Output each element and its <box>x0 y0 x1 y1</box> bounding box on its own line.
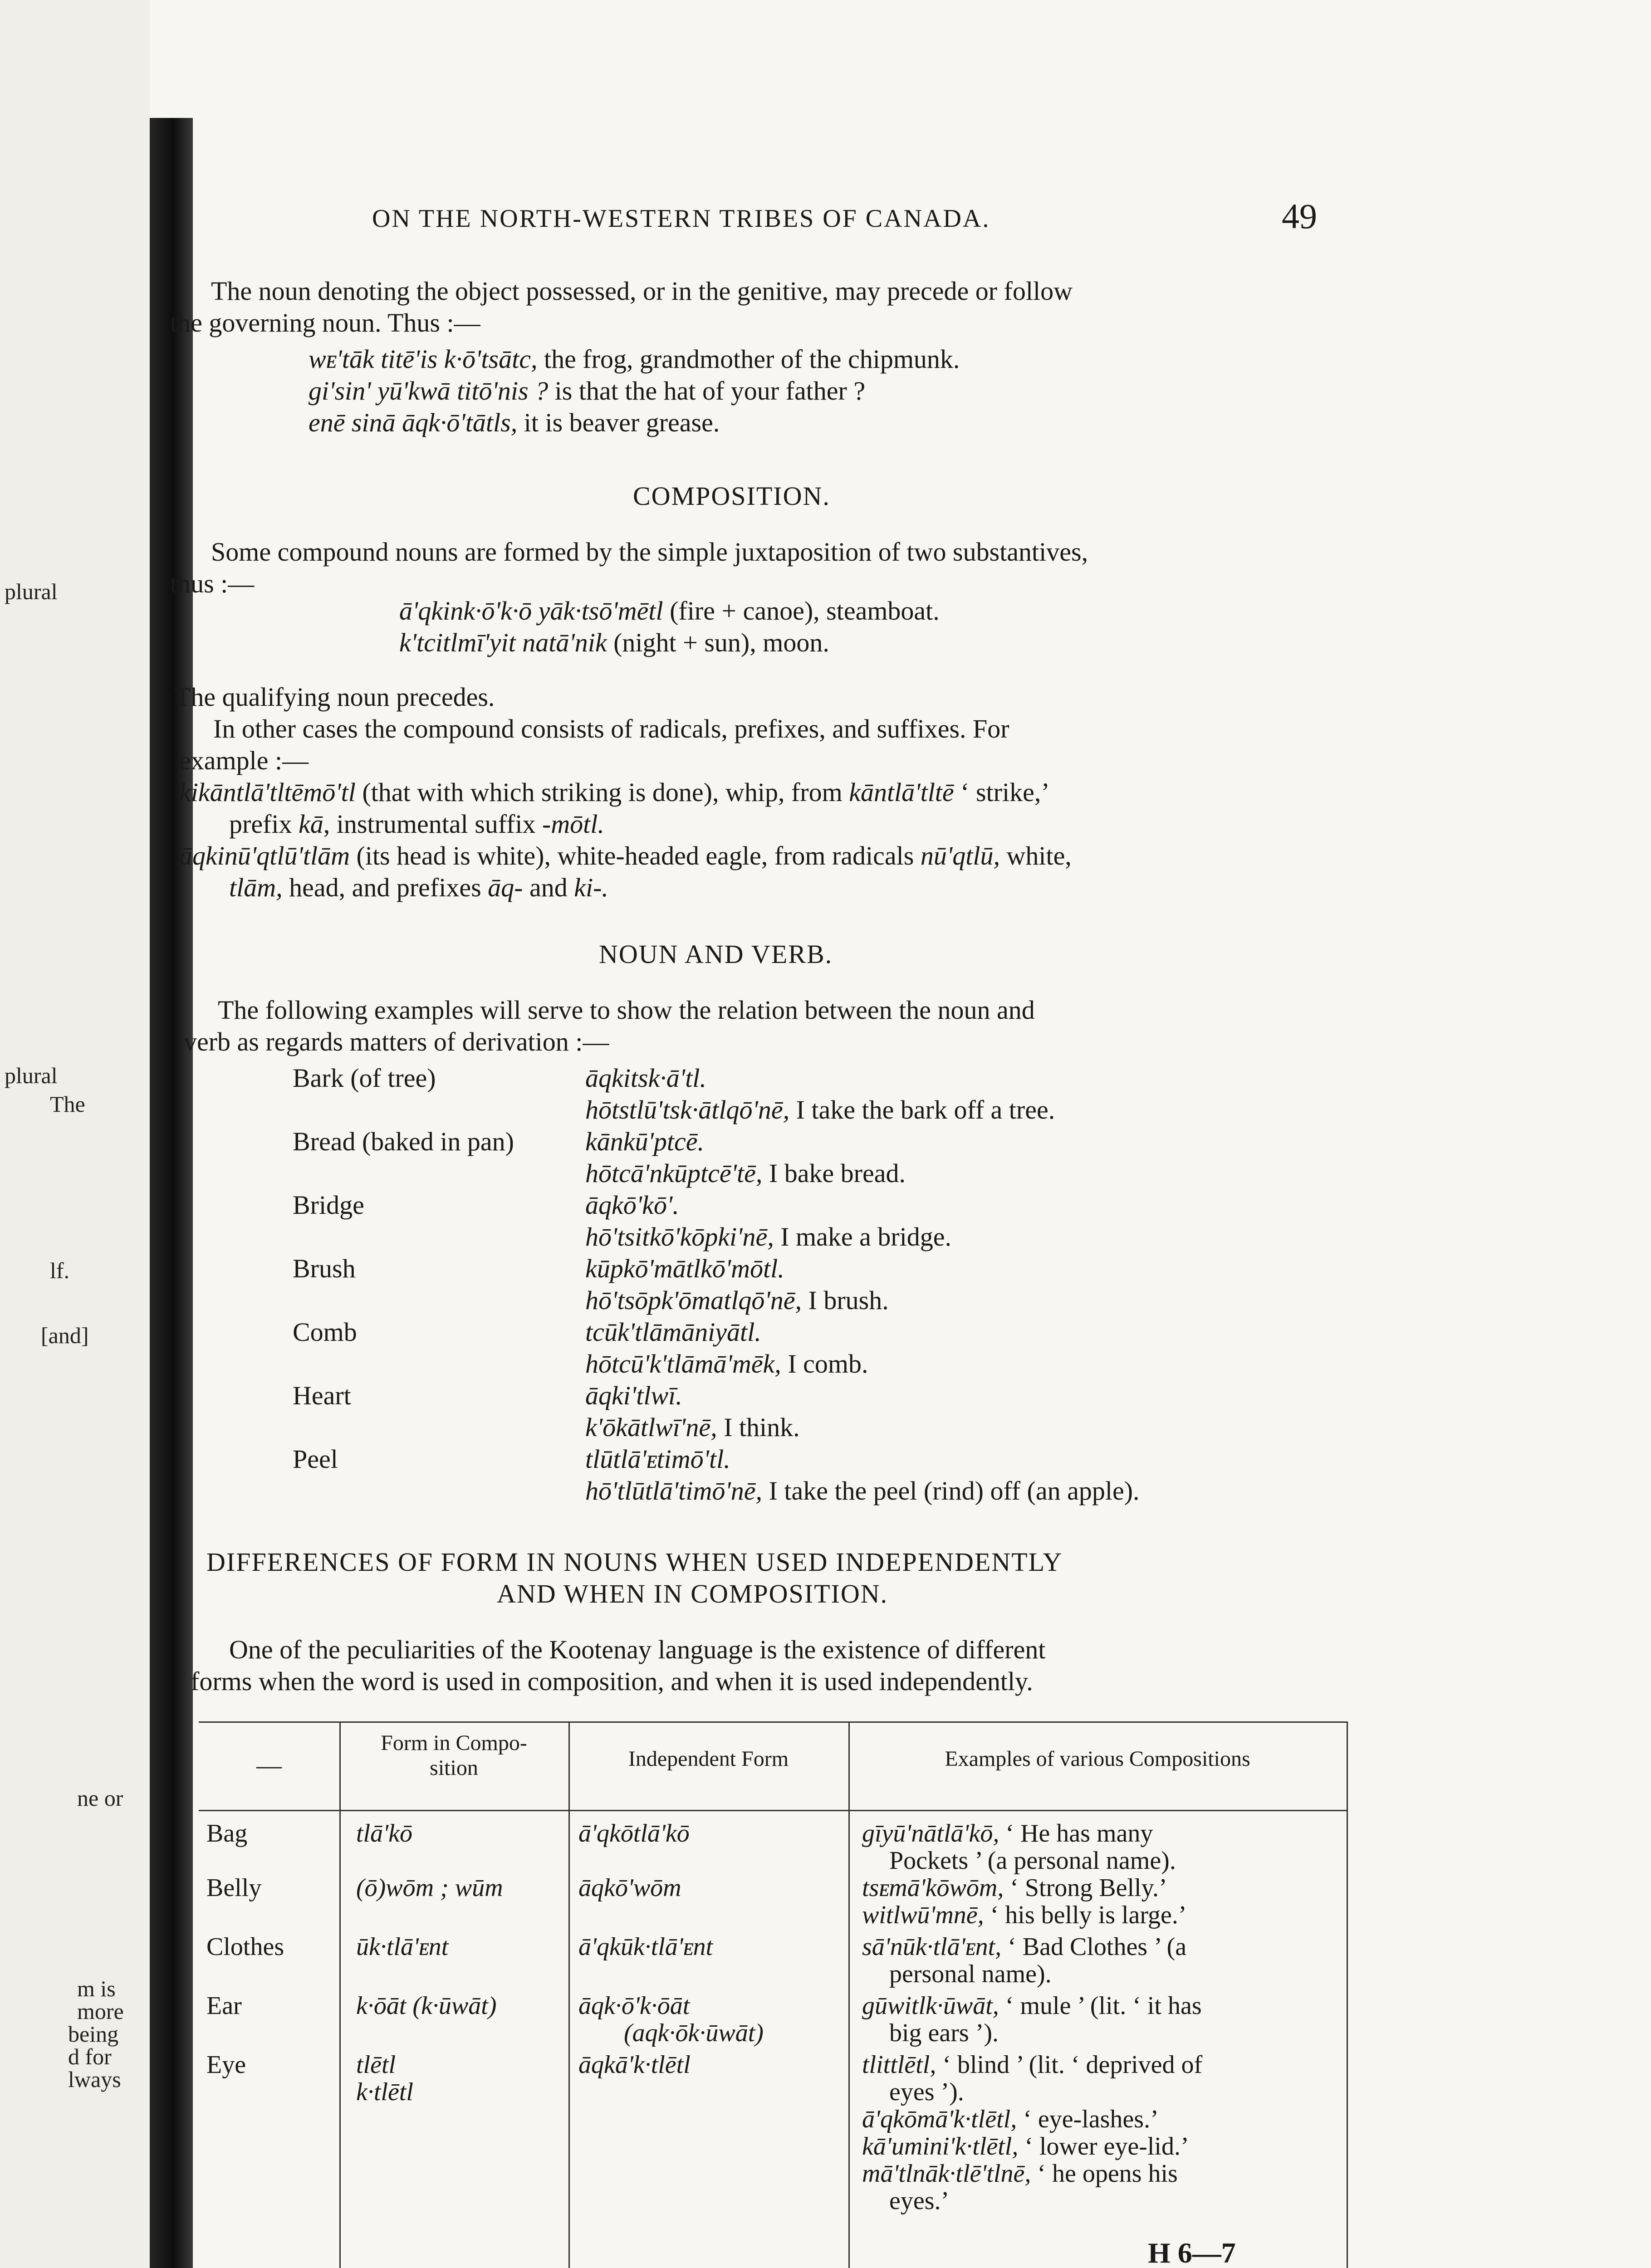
table-header-examples: Examples of various Compositions <box>945 1747 1250 1771</box>
paragraph-line: thus :— <box>170 569 255 598</box>
example-line: personal name). <box>889 1960 1052 1988</box>
native-term: enē sinā āqk·ō'tātls, <box>309 408 518 437</box>
independent-form: āqkā'k·tlētl <box>578 2051 691 2079</box>
section-heading-composition: COMPOSITION. <box>633 481 830 511</box>
example-line: eyes ’). <box>889 2078 964 2106</box>
gloss: ‘ he opens his <box>1037 2160 1178 2188</box>
margin-fragment: more <box>77 1999 124 2024</box>
verb-line <box>585 1222 951 1251</box>
example-line <box>862 2132 1189 2161</box>
example-line <box>862 1819 1153 1848</box>
table-header-independent: Independent Form <box>628 1747 789 1771</box>
gloss: head, and prefixes <box>289 873 481 902</box>
table-word: Bag <box>206 1819 248 1848</box>
gloss: and <box>529 873 568 902</box>
native-term: mā'tlnāk·tlē'tlnē, <box>862 2160 1031 2188</box>
native-term: kāntlā'tltē <box>849 777 954 807</box>
gloss: I take the bark off a tree. <box>796 1095 1055 1124</box>
noun-label: Comb <box>293 1317 357 1347</box>
native-term: gūwitlk·ūwāt, <box>862 1992 999 2020</box>
native-term: tcūk'tlāmāniyātl. <box>585 1317 761 1347</box>
native-term: kūpkō'mātlkō'mōtl. <box>585 1254 784 1283</box>
table-header-composition: Form in Compo- <box>381 1731 527 1755</box>
paragraph-line: One of the peculiarities of the Kootenay language is the existence of different <box>229 1635 1046 1664</box>
composition-form: ūk·tlā'ᴇnt <box>356 1933 449 1961</box>
paragraph-line: The qualifying noun precedes. <box>175 682 495 712</box>
independent-form-alt: (aqk·ōk·ūwāt) <box>624 2019 764 2047</box>
table-column-rule <box>848 1721 850 2268</box>
verb-line <box>585 1159 906 1188</box>
margin-fragment: d for <box>68 2044 112 2069</box>
independent-form: ā'qkūk·tlā'ᴇnt <box>578 1933 713 1961</box>
native-term: hō'tlūtlā'timō'nē, <box>585 1476 763 1505</box>
native-term: tsᴇmā'kōwōm, <box>862 1874 1004 1902</box>
noun-label: Peel <box>293 1444 338 1474</box>
example-line <box>309 408 720 437</box>
gloss: it is beaver grease. <box>524 408 720 437</box>
native-term: k'ōkātlwī'nē, <box>585 1413 717 1442</box>
example-line <box>229 873 608 902</box>
table-word: Belly <box>206 1874 262 1902</box>
section-heading-differences-line2: AND WHEN IN COMPOSITION. <box>497 1579 888 1608</box>
paragraph-line: forms when the word is used in composition, and when it is used independently. <box>191 1667 1033 1696</box>
margin-fragment: being <box>68 2021 119 2047</box>
native-term: hō'tsitkō'kōpki'nē, <box>585 1222 774 1251</box>
paragraph-line: The following examples will serve to show the relation between the noun and <box>218 995 1035 1025</box>
gloss: ‘ Strong Belly.’ <box>1010 1874 1167 1902</box>
native-term: ā'qkōmā'k·tlētl, <box>862 2105 1017 2133</box>
example-line: Pockets ’ (a personal name). <box>889 1847 1176 1875</box>
native-term: kā <box>299 809 323 839</box>
native-term: kānkū'ptcē. <box>585 1127 704 1156</box>
example-line <box>862 2105 1159 2134</box>
example-line: big ears ’). <box>889 2019 999 2047</box>
composition-form: tlā'kō <box>356 1819 412 1848</box>
paragraph-line: Some compound nouns are formed by the simple juxtaposition of two substantives, <box>211 537 1088 567</box>
native-term: kikāntlā'tltēmō'tl <box>179 777 356 807</box>
native-term: -mōtl. <box>542 809 604 839</box>
native-term: āqkō'kō'. <box>585 1190 679 1220</box>
example-line <box>862 2159 1178 2188</box>
margin-fragment: The <box>50 1091 85 1117</box>
gloss: ‘ his belly is large.’ <box>990 1901 1187 1929</box>
native-term: tlām, <box>229 873 283 902</box>
margin-fragment: m is <box>77 1976 116 2001</box>
paragraph-line: In other cases the compound consists of radicals, prefixes, and suffixes. For <box>213 714 1009 743</box>
gloss: is that the hat of your father ? <box>554 376 866 406</box>
gloss: I think. <box>724 1413 800 1442</box>
native-term: ki-. <box>574 873 608 902</box>
composition-form: k·ōāt (k·ūwāt) <box>356 1992 497 2020</box>
example-line <box>309 376 865 406</box>
independent-form: āqk·ō'k·ōāt <box>578 1992 690 2020</box>
native-term: gīyū'nātlā'kō, <box>862 1819 999 1848</box>
section-heading-noun-and-verb: NOUN AND VERB. <box>599 939 833 969</box>
noun-label: Bridge <box>293 1190 364 1220</box>
example-line <box>862 1873 1167 1902</box>
gloss: I take the peel (rind) off (an apple). <box>769 1476 1140 1505</box>
gloss: ‘ blind ’ (lit. ‘ deprived of <box>942 2051 1203 2079</box>
noun-label: Heart <box>293 1381 351 1410</box>
gloss: ‘ lower eye-lid.’ <box>1024 2132 1189 2160</box>
gloss: (night + sun), moon. <box>613 628 829 657</box>
gloss: ‘ Bad Clothes ’ (a <box>1008 1933 1187 1961</box>
native-term: hōtcā'nkūptcē'tē, <box>585 1158 763 1188</box>
native-term: sā'nūk·tlā'ᴇnt, <box>862 1933 1002 1961</box>
example-line <box>399 628 829 657</box>
noun-label: Bread (baked in pan) <box>293 1127 514 1156</box>
margin-fragment: plural <box>5 1063 58 1088</box>
margin-fragment: lways <box>68 2067 121 2092</box>
paragraph-line: example :— <box>179 746 309 775</box>
native-term: witlwū'mnē, <box>862 1901 984 1929</box>
page-number: 49 <box>1282 196 1317 236</box>
gloss: (its head is white), white-headed eagle, from radicals <box>356 841 914 870</box>
table-column-rule <box>568 1721 570 2268</box>
gloss: white, <box>1006 841 1072 870</box>
signature-mark: H 6—7 <box>1148 2237 1236 2268</box>
native-term: āqkitsk·ā'tl. <box>585 1063 706 1093</box>
intro-line: The noun denoting the object possessed, or in the genitive, may precede or follow <box>211 276 1073 306</box>
example-line <box>179 841 1072 870</box>
example-line <box>229 810 604 839</box>
running-title: ON THE NORTH-WESTERN TRIBES OF CANADA. <box>372 205 990 233</box>
gloss: prefix <box>229 809 292 839</box>
gloss: I make a bridge. <box>780 1222 952 1251</box>
gloss: , instrumental suffix <box>323 809 536 839</box>
verb-line <box>585 1286 889 1315</box>
gloss: ‘ He has many <box>1005 1819 1153 1848</box>
native-term: tlūtlā'ᴇtimō'tl. <box>585 1444 730 1474</box>
gloss: ‘ eye-lashes.’ <box>1023 2105 1159 2133</box>
example-line: eyes.’ <box>889 2187 950 2215</box>
native-term: hōtcū'k'tlāmā'mēk, <box>585 1349 781 1378</box>
native-term: hōtstlū'tsk·ātlqō'nē, <box>585 1095 790 1124</box>
verb-line <box>585 1413 800 1442</box>
gloss: ‘ strike,’ <box>960 777 1050 807</box>
example-line <box>179 778 1050 807</box>
section-heading-differences: DIFFERENCES OF FORM IN NOUNS WHEN USED INDEPENDENTLY <box>206 1547 1063 1577</box>
gloss: (that with which striking is done), whip, from <box>362 777 843 807</box>
noun-label: Bark (of tree) <box>293 1063 436 1093</box>
native-term: ā'qkink·ō'k·ō yāk·tsō'mētl <box>399 596 663 626</box>
gloss: (fire + canoe), steamboat. <box>670 596 940 626</box>
table-column-rule <box>339 1721 341 2268</box>
margin-fragment: ne or <box>77 1785 123 1811</box>
noun-label: Brush <box>293 1254 356 1283</box>
margin-fragment: lf. <box>50 1258 70 1283</box>
independent-form: āqkō'wōm <box>578 1874 681 1902</box>
native-term: hō'tsōpk'ōmatlqō'nē, <box>585 1286 802 1315</box>
table-header-composition-line2: sition <box>430 1756 478 1780</box>
gloss: I bake bread. <box>769 1158 906 1188</box>
composition-form: (ō)wōm ; wūm <box>356 1874 503 1902</box>
table-word: Clothes <box>206 1933 284 1961</box>
table-column-rule <box>1347 1721 1348 2268</box>
gloss: ‘ mule ’ (lit. ‘ it has <box>1005 1992 1202 2020</box>
margin-fragment: plural <box>5 579 58 604</box>
example-line <box>862 1991 1202 2020</box>
example-line <box>309 345 960 374</box>
native-term: wᴇ'tāk titē'is k·ō'tsātc, <box>309 344 538 374</box>
native-term: āq- <box>488 873 523 902</box>
native-term: k'tcitlmī'yit natā'nik <box>399 628 607 657</box>
native-term: āqki'tlwī. <box>585 1381 682 1410</box>
intro-line: the governing noun. Thus :— <box>170 308 480 337</box>
table-word: Ear <box>206 1992 242 2020</box>
independent-form: ā'qkōtlā'kō <box>578 1819 690 1848</box>
verb-line <box>585 1476 1140 1505</box>
verb-line <box>585 1095 1055 1124</box>
table-header-dash: — <box>256 1751 282 1779</box>
paragraph-line: verb as regards matters of derivation :— <box>184 1027 609 1056</box>
composition-form: tlētl <box>356 2051 396 2079</box>
example-line <box>862 1901 1187 1930</box>
gloss: I brush. <box>808 1286 889 1315</box>
example-line <box>399 596 940 626</box>
table-word: Eye <box>206 2051 246 2079</box>
verb-line <box>585 1349 868 1378</box>
table-header-rule <box>199 1810 1347 1811</box>
example-line <box>862 2050 1202 2079</box>
native-term: gi'sin' yū'kwā titō'nis ? <box>309 376 549 406</box>
example-line <box>862 1932 1186 1961</box>
native-term: tlittlētl, <box>862 2051 936 2079</box>
native-term: nū'qtlū, <box>920 841 1000 870</box>
gloss: the frog, grandmother of the chipmunk. <box>544 344 960 374</box>
native-term: kā'umini'k·tlētl, <box>862 2132 1019 2160</box>
gloss: I comb. <box>788 1349 868 1378</box>
margin-fragment: [and] <box>41 1323 89 1348</box>
composition-form-alt: k·tlētl <box>356 2078 413 2106</box>
native-term: āqkinū'qtlū'tlām <box>179 841 350 870</box>
